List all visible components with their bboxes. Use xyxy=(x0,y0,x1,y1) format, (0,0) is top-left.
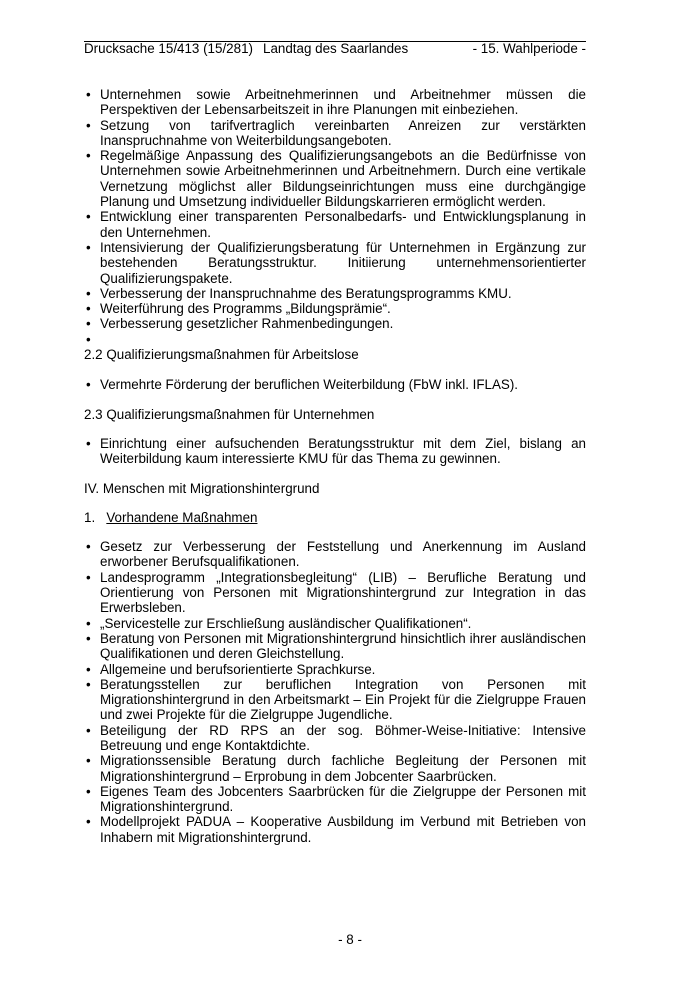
list-item-empty xyxy=(84,332,586,347)
list-item: • Landesprogramm „Integrationsbegleitung“ (LIB) – Berufliche Beratung und Orientierung von Personen mit Migrationshintergrund zur Integration in das Erwerbsleben. xyxy=(84,570,586,616)
list-item: • Setzung von tarifvertraglich vereinbarten Anreizen zur verstärkten Inanspruchnahme von Weiterbildungsangeboten. xyxy=(84,118,586,149)
section-heading-2-2: 2.2 Qualifizierungsmaßnahmen für Arbeitslose xyxy=(84,347,359,363)
section-heading-1 xyxy=(84,510,586,525)
list-item: • Beratung von Personen mit Migrationshintergrund hinsichtlich ihrer ausländischen Qualifikationen und deren Gleichstellung. xyxy=(84,631,586,662)
measures-list-unemployed xyxy=(84,377,586,392)
list-item: • Beteiligung der RD RPS an der sog. Böhmer-Weise-Initiative: Intensive Betreuung und enge Kontaktdichte. xyxy=(84,723,586,754)
list-item: • Regelmäßige Anpassung des Qualifizierungsangebots an die Bedürfnisse von Unternehmen sowie Arbeitnehmerinnen und Arbeitnehmern. Durch eine vertikale Vernetzung möglichst aller Bildungseinrichtungen muss eine durchgängige Planung und Umsetzung individueller Bildungskarrieren ermöglicht werden. xyxy=(84,148,586,209)
list-item: • Beratungsstellen zur beruflichen Integration von Personen mit Migrationshintergrund in den Arbeitsmarkt – Ein Projekt für die Zielgruppe Frauen und zwei Projekte für die Zielgruppe Jugendliche. xyxy=(84,677,586,723)
list-item: • Vermehrte Förderung der beruflichen Weiterbildung (FbW inkl. IFLAS). xyxy=(84,377,586,392)
section-title: Vorhandene Maßnahmen xyxy=(106,509,258,525)
list-item: • Allgemeine und berufsorientierte Sprachkurse. xyxy=(84,662,586,677)
measures-list-migration xyxy=(84,539,586,845)
list-item: • „Servicestelle zur Erschließung ausländischer Qualifikationen“. xyxy=(84,616,586,631)
list-item: • Eigenes Team des Jobcenters Saarbrücken für die Zielgruppe der Personen mit Migrationshintergrund. xyxy=(84,784,586,815)
list-item: • Entwicklung einer transparenten Personalbedarfs- und Entwicklungsplanung in den Unternehmen. xyxy=(84,209,586,240)
header-document-number: Drucksache 15/413 (15/281) xyxy=(84,41,253,56)
header-period: - 15. Wahlperiode - xyxy=(472,41,586,56)
page-header xyxy=(84,40,586,56)
page-number: - 8 - xyxy=(338,932,362,947)
header-parliament: Landtag des Saarlandes xyxy=(263,41,409,56)
measures-list-employment xyxy=(84,87,586,347)
list-item: • Unternehmen sowie Arbeitnehmerinnen und Arbeitnehmer müssen die Perspektiven der Lebensarbeitszeit in ihre Planungen mit einbeziehen. xyxy=(84,87,586,118)
list-item: • Modellprojekt PADUA – Kooperative Ausbildung im Verbund mit Betrieben von Inhabern mit Migrationshintergrund. xyxy=(84,814,586,845)
list-item: • Intensivierung der Qualifizierungsberatung für Unternehmen in Ergänzung zur bestehenden Beratungsstruktur. Initiierung unternehmensorientierter Qualifizierungspakete. xyxy=(84,240,586,286)
section-heading-iv: IV. Menschen mit Migrationshintergrund xyxy=(84,480,320,496)
page-footer xyxy=(0,932,700,947)
list-item: • Migrationssensible Beratung durch fachliche Begleitung der Personen mit Migrationshintergrund – Erprobung in dem Jobcenter Saarbrücken. xyxy=(84,753,586,784)
section-heading-2-3: 2.3 Qualifizierungsmaßnahmen für Unternehmen xyxy=(84,406,375,422)
page-content xyxy=(84,87,586,845)
list-item: • Weiterführung des Programms „Bildungsprämie“. xyxy=(84,301,586,316)
list-item: • Einrichtung einer aufsuchenden Beratungsstruktur mit dem Ziel, bislang an Weiterbildung kaum interessierte KMU für das Thema zu gewinnen. xyxy=(84,436,586,467)
section-number: 1. xyxy=(84,509,96,525)
list-item: • Gesetz zur Verbesserung der Feststellung und Anerkennung im Ausland erworbener Berufsqualifikationen. xyxy=(84,539,586,570)
list-item: • Verbesserung gesetzlicher Rahmenbedingungen. xyxy=(84,316,586,331)
list-item: • Verbesserung der Inanspruchnahme des Beratungsprogramms KMU. xyxy=(84,286,586,301)
measures-list-companies xyxy=(84,436,586,467)
